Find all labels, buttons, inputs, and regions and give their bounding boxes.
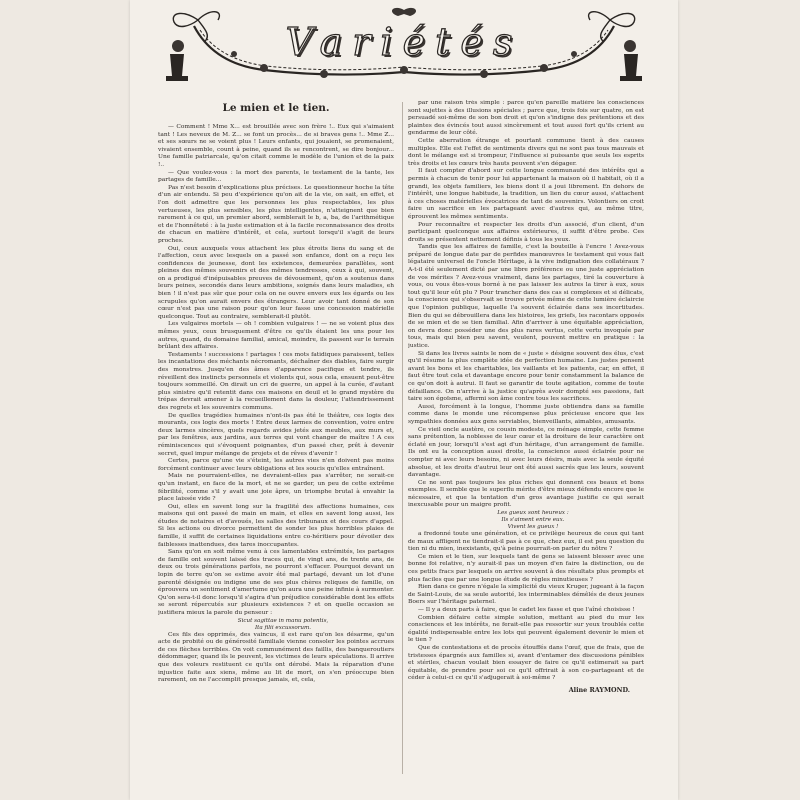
paragraph: Combien défaire cette simple solution, mettant au pied du mur les consciences et les intérêts, ne ferait-elle pas ressortir sur yeux troublés cette égalité indispensable entre les lots qui peuvent également devenir le mien et le tien ? [408,614,644,644]
paragraph: Que de contestations et de procès étouffés dans l'œuf, que de frais, que de tristesses épargnés aux familles si, avant d'entamer des discussions pénibles et stériles, chacun voulait bien essayer de faire ce qu'il estimerait sa part équitable, de prendre pour soi ce qu'il offrirait à son co-partageant et de céder à celui-ci ce qu'il s'adjugerait à soi-même ? [408,644,644,682]
paragraph: Si dans les livres saints le nom de « juste » désigne souvent des élus, c'est qu'il résume la plus complète idée de perfection humaine. Les justes pensent avant les bons et les charitables, les vaillants et les patients, car, en effet, il faut être tout cela et davantage encore pour tenir constamment la balance de ce qu'on doit à autrui. Il faut se garantir de toute agitation, comme de toute défaillance. On n'arrive à la justice qu'après avoir dompté ses passions, fait taire son égoïsme, affermi son âme contre tous les sacrifices. [408,350,644,403]
paragraph: Mais ne pourraient-elles, ne devraient-elles pas s'arrêter, ne serait-ce qu'un instant, en face de la mort, et ne se garder, un peu de cette extrême fébrilité, comme s'il y avait une joie âpre, un triomphe brutal à envahir la place laissée vide ? [158,473,394,503]
paragraph: Il faut compter d'abord sur cette longue communauté des intérêts qui a permis à chacun de tenir pour lui appartenant la maison où il habitait, où il a grandi, les objets familiers, les biens dont il a joui librement. En dehors de l'intérêt, une longue habitude, la tradition, un lien du cœur aussi, s'attachent à ces choses matérielles évocatrices de tant de souvenirs. Volontiers on croit faire un sacrifice en les partageant avec d'autres qui, au même titre, éprouvent les mêmes sentiments. [408,168,644,220]
author-signature: Aline RAYMOND. [568,685,630,694]
paragraph: — Que voulez-vous : la mort des parents, le testament de la tante, les partages de famille... [158,169,394,184]
paragraph: Testaments ! successions ! partages ! ces mots fatidiques paraissent, telles les incantations des méchants nécromants, déchaîner des diables, faire surgir des monstres. Jusqu'en des âmes d'apparence pacifique et tendre, ils réveillent des instincts personnels et violents qui, sous cela, ensuent peut-être toujours sommeillé. On dirait un cri de guerre, un appel à la curée, d'autant plus sinistre qu'il retentit dans ces maisons en deuil et le grand mystère du trépas devrait amener à la recueillement dans la douleur, l'attendrissement des regrets et les souvenirs communs. [158,351,394,411]
paragraph: De quelles tragédies humaines n'ont-ils pas été le théâtre, ces logis des mourants, ces logis des morts ! Entre deux larmes de convention, voire entre deux larmes sincères, quels regards avides jetés aux meubles, aux murs et, par les fenêtres, aux jardins, aux terres qui vont changer de maître ! A ces réminiscences qui s'évoquent poignantes, d'un passé cher, prêt à devenir secret, quel impur mélange de projets et de rêves d'avenir ! [158,412,394,457]
song-quote [408,510,644,531]
paragraph: — Il y a deux parts à faire, que le cadet les fasse et que l'aîné choisisse ! [418,607,635,613]
decorative-banner [154,6,654,88]
paragraph: Pas n'est besoin d'explications plus précises. Le questionneur hoche la tête d'un air entendu. Si peu d'expérience qu'on ait de la vie, on sait, en effet, et l'on doit admettre que les personnes les plus respectables, les plus vertueuses, les plus sensibles, les plus intelligentes, n'atteignent que bien rarement à ce qui, un premier abord, semblerait le b, a, ba, de l'arithmétique et de l'honnêteté : à la juste estimation et à la facile reconnaissance des droits de chacun en matière d'intérêt, et cela, surtout lorsqu'il s'agit de leurs proches. [158,184,394,244]
paragraph: Sans qu'on en soit même venu à ces lamentables extrémités, les partages de famille ont souvent laissé des traces qui, de vingt ans, de trente ans, de deux ou trois générations parfois, ne pourront s'effacer. Pourquoi devant un lopin de terre qu'on se estime avoir été mal partagé, devant un lot d'une parenté désignée ou indigne une de ses plus chères reliques de famille, on éprouvera un sentiment d'amertume qu'on aura une peine infinie à surmonter. Qu'on sera-t-il donc lorsqu'il s'agira d'un préjudice considérable dont les effets se seront répercutés sur plusieurs existences ? et on quelle occasion se justifiera mieux la parole du penseur : [158,549,394,616]
paragraph: a fredonné toute une génération, et ce privilège heureux de ceux qui tant de maux affligent ne tiendrait-il pas à ce que, chez eux, il est peu question du tien ni du mien, inexistants, qu'à peine pourrait-on parler du nôtre ? [408,531,644,553]
paragraph: Ces fils des opprimés, des vaincus, il est rare qu'on les désarme, qu'un acte de probité ou de générosité familiale vienne consoler les pointes accrues de ces flèches terribles. On voit communément des faillis, des banqueroutiers dédommager, quand ils le peuvent, les victimes de leurs spéculations. Il arrive que des voleurs restituent ce qu'ils ont dérobé. Mais la réparation d'une injustice faite aux siens, même au lit de mort, on s'en préoccupe bien rarement, on ne l'accomplit presque jamais, et, cela, [158,631,394,684]
paragraph: par une raison très simple : parce qu'en pareille matière les consciences sont sujettes à des illusions spéciales ; parce que, trois fois sur quatre, on est persuadé soi-même de son bon droit et qu'on s'indigne des prétentions et des plaintes des évincés tout aussi sincèrement et tout aussi fort qu'ils crient au gendarme de leur côté. [408,100,644,137]
paragraph: Rien dans ce genre n'égale la simplicité du vieux Kruger, jugeant à la façon de Saint-Louis, de sa seule autorité, les interminables démêlés de deux jeunes Boers sur l'héritage paternel. [408,584,644,606]
article-title: Le mien et le tien. [222,102,330,114]
paragraph: — Comment ! Mme X... est brouillée avec son frère !.. Eux qui s'aimaient tant ! Les neveux de M. Z... se font un procès... de si braves gens !.. Mme Z... et ses sœurs ne se voient plus ! Leurs enfants, qui jouaient, se promenaient, vivaient ensemble, count à peine, quand ils se rencontrent, se dire bonjour... Une famille patriarcale, qu'on citait comme le modèle de l'union et de la paix !.. [158,124,394,168]
paragraph: Ce mien et le tien, sur lesquels tant de gens se laissent blesser avec une bonne foi relative, n'y aurait-il pas un moyen d'en faire la distinction, ou de ces petits fracs par lesquels on arrive souvent à des résultats plus prompts et plus faciles que par une longue étude de règles minutieuses ? [408,553,644,583]
verse-line: Ils s'aiment entre eux. [501,517,565,524]
paragraph: Tandis que les affaires de famille, c'est la bouteille à l'encre ! Avez-vous préparé de longue date par de perfides manœuvres le testament qui vous fait légataire universel de l'oncle Héritage, à la vive indignation des collatéraux ? A-t-il été seulement dicté par une libre préférence ou une juste appréciation de vos mérites ? Avez-vous vraiment, dans les partages, tiré la couverture à vous, ou vous êtes-vous borné à ne pas laisser les autres la tirer à eux, sous tout qu'il leur eût plu ? Pour trancher dans des cas si complexes et si délicats, la conscience qui s'observait se trouve privée même de cette lumière éclaircie que l'opinion publique, laquelle l'a souvent éclairée dans ses incertitudes. Bien du qui se débrouillera dans les histoires, les griefs, les racontars opposés de se mien et de se tien familial. Afin d'arriver à une équitable appréciation, on devra donc posséder une des plus rares vertus, cette vertu invoquée par tous, mais qui bien peu savent, veulent, pouvent mettre en pratique : la justice. [408,244,644,349]
left-column [158,100,394,788]
verse-line: Les gueux sont heureux : [497,510,569,517]
paragraph: Cette aberration étrange et pourtant commune tient à des causes multiples. Elle est l'effet de sentiments divers qui ne sont pas tous mauvais et dont le mélange est si trompeur, l'influence si puissante que seuls les esprits très droits et les cœurs très hauts peuvent s'en dégager. [408,137,644,167]
paragraph: Ce vieil oncle austère, ce cousin modeste, ce ménage simple, cette femme sans prétention, la noblesse de leur cœur et la droiture de leur caractère ont éclaté en jour, lorsqu'il s'est agi d'un héritage, d'un arrangement de famille. Ils ont eu la conception aussi droite, la conscience aussi éclairée pour ne compter ni avec leurs besoins, ni avec leurs désirs, mais avec la seule équité absolue, et les droits d'autrui leur ont été aussi sacrés que les leurs, souvent davantage. [408,426,644,479]
paragraph: Certes, parce qu'une vie s'éteint, les autres vies n'en doivent pas moins forcément continuer avec leurs obligations et les soucis qu'elles entraînent. [158,458,394,472]
verse-line: Sicut sagittae in manu potentis, [237,617,329,624]
latin-quote [158,618,394,632]
paragraph: Les vulgaires mortels — oh ! combien vulgaires ! — ne se voient plus des mêmes yeux, ceux brusquement d'être ce qu'ils étaient les uns pour les autres, quand, du domaine familial, amical, moindre, ils passent sur le terrain brûlant des affaires. [158,321,394,351]
column-divider [402,102,403,774]
paragraph: Oui, elles en savent long sur la fragilité des affections humaines, ces maisons qui ont passé de main en main, et elles en savent long aussi, les études de notaires et d'avoués, les salles des tribunaux et des cours d'appel. Si les actions ou divorce permettent de sonder les plus horribles plaies de famille, il suffit de certaines liquidations entre co-héritiers pour dévoiler des faiblesses inattendues, des tares inoccupantes. [158,503,394,548]
verse-line: Vivent les gueux ! [507,524,559,531]
paragraph: Oui, ceux auxquels vous attachent les plus étroits liens du sang et de l'affection, ceux avec lesquels on a passé son enfance, dont on a reçu les confidences de jeunesse, dont les existences, demeurées parallèles, sont pleines des mêmes souvenirs et des mêmes tendresses, ceux à qui, souvent, on a prodigué d'inépuisables preuves de dévouement, qu'on a soutenus dans leurs peines, secondés dans leurs ambitions, soignés dans leurs maladies, eh bien ! il n'est pas sûr que pour cela on ne ouvre envers eux les égards ou les scrupules qu'on aurait envers des étrangers. Leur avoir tant donné de son cœur n'est pas une raison pour qu'on leur fasse une concession matérielle quelconque. Tout au contraire, semblerait-il plutôt. [158,245,394,320]
right-column [408,100,644,788]
section-title: Variétés [285,20,523,64]
paragraph: Aussi, forcément à la longue, l'homme juste obtiendra dans sa famille comme dans le monde une récompense plus précieuse encore que les sympathies données aux gens serviables, bienveillants, aimables, amusants. [408,403,644,425]
newspaper-page [130,0,678,800]
paragraph: Pour reconnaître et respecter les droits d'un associé, d'un client, d'un participant quelconque aux affaires extérieures, il suffit d'être probe. Ces droits se présentent nettement définis à tous les yeux. [408,221,644,243]
paragraph: Ce ne sont pas toujours les plus riches qui donnent ces beaux et bons exemples. Il semble que le superflu mérite d'être mieux défendu encore que le nécessaire, et que la tentation d'un gros avantage justifie ce qui serait inexcusable pour un maigre profit. [408,479,644,509]
verse-line: Ita filii excussorum. [254,624,312,631]
